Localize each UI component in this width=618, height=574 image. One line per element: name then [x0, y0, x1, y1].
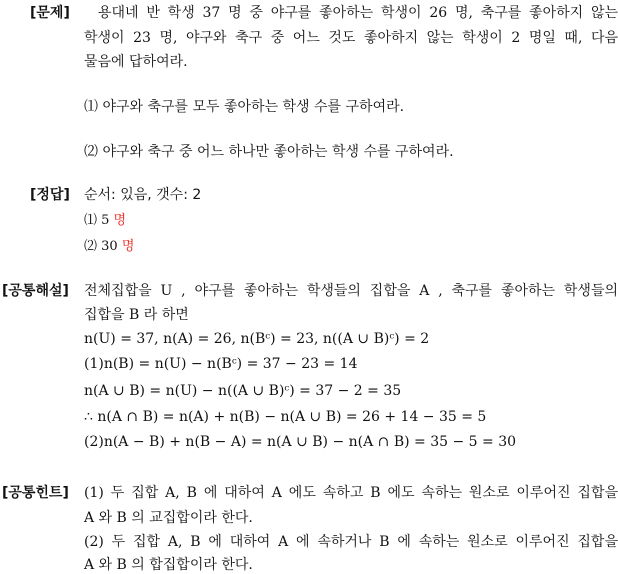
hint-2-line-1: (2) 두 집합 A, B 에 대하여 A 에 속하거나 B 에 속하는 원소로 이루어진 집합을 — [84, 534, 618, 550]
explanation-line-1: 전체집합을 U , 야구를 좋아하는 학생들의 집합을 A , 축구를 좋아하는 학생들의 — [84, 283, 618, 299]
hint-1-line-1: (1) 두 집합 A, B 에 대하여 A 에도 속하고 B 에도 속하는 원소로 이루어진 집합을 — [84, 485, 618, 501]
hint-2-line-2: A 와 B 의 합집합이라 한다. — [84, 557, 253, 573]
answer-1 — [84, 209, 126, 228]
answer-2-unit: 명 — [121, 239, 135, 254]
explanation-label: [공통해설] — [2, 283, 69, 299]
answer-2-value: ⑵ 30 — [84, 239, 118, 254]
question-2: ⑵ 야구와 축구 중 어느 하나만 좋아하는 학생 수를 구하여라. — [84, 144, 454, 160]
problem-label: [문제] — [30, 5, 70, 21]
equation-4: ∴ n(A ∩ B) = n(A) + n(B) − n(A ∪ B) = 26 + 14 − 35 = 5 — [84, 409, 487, 425]
equation-1: n(U) = 37, n(A) = 26, n(Bᶜ) = 23, n((A ∪ B)ᶜ) = 2 — [84, 331, 430, 347]
answer-meta: 순서: 있음, 갯수: 2 — [84, 187, 202, 203]
hint-label: [공통힌트] — [2, 485, 69, 501]
explanation-line-2: 집합을 B 라 하면 — [84, 307, 189, 323]
answer-2 — [84, 235, 134, 254]
equation-5: (2)n(A − B) + n(B − A) = n(A ∪ B) − n(A ∩ B) = 35 − 5 = 30 — [84, 434, 517, 450]
equation-2: (1)n(B) = n(U) − n(Bᶜ) = 37 − 23 = 14 — [84, 356, 358, 372]
answer-1-unit: 명 — [113, 213, 127, 228]
answer-label: [정답] — [30, 187, 70, 203]
question-1: ⑴ 야구와 축구를 모두 좋아하는 학생 수를 구하여라. — [84, 99, 405, 115]
problem-line-1: 용대네 반 학생 37 명 중 야구를 좋아하는 학생이 26 명, 축구를 좋아하지 않는 — [98, 5, 618, 21]
answer-1-value: ⑴ 5 — [84, 213, 110, 228]
problem-line-3: 물음에 답하여라. — [84, 54, 188, 70]
problem-line-2: 학생이 23 명, 야구와 축구 중 어느 것도 좋아하지 않는 학생이 2 명일 때, 다음 — [84, 30, 618, 46]
hint-1-line-2: A 와 B 의 교집합이라 한다. — [84, 510, 253, 526]
equation-3: n(A ∪ B) = n(U) − n((A ∪ B)ᶜ) = 37 − 2 = 35 — [84, 383, 402, 399]
